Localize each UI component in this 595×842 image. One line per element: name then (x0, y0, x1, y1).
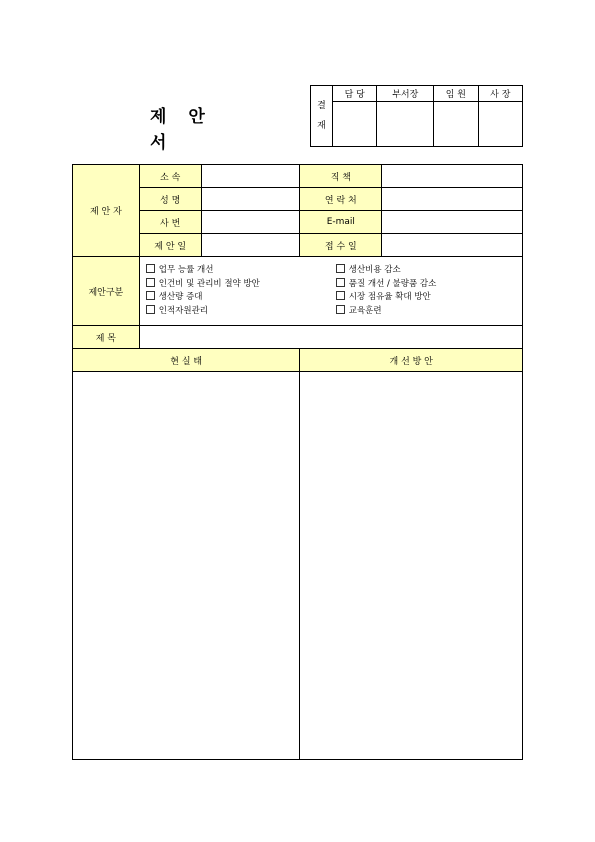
affiliation-field[interactable] (201, 165, 300, 188)
checkbox-icon[interactable] (336, 305, 345, 314)
improvement-header: 개 선 방 안 (300, 349, 523, 372)
page-title: 제 안 서 (150, 107, 213, 153)
employee-id-label: 사 번 (139, 211, 201, 234)
received-date-field[interactable] (382, 234, 523, 257)
current-state-area[interactable] (73, 372, 300, 760)
checkbox-icon[interactable] (336, 264, 345, 273)
email-label: E-mail (300, 211, 382, 234)
checkbox-icon[interactable] (146, 278, 155, 287)
approval-col-president: 사 장 (478, 86, 522, 102)
approval-col-manager: 담 당 (333, 86, 377, 102)
proposal-form (72, 164, 523, 760)
email-field[interactable] (382, 211, 523, 234)
approval-sign-executive[interactable] (434, 102, 478, 147)
position-field[interactable] (382, 165, 523, 188)
proposal-date-field[interactable] (201, 234, 300, 257)
approval-sign-dept-head[interactable] (377, 102, 434, 147)
contact-label: 연 락 처 (300, 188, 382, 211)
checkbox-icon[interactable] (146, 264, 155, 273)
checkbox-icon[interactable] (146, 305, 155, 314)
category-option[interactable]: 교육훈련 (336, 305, 516, 319)
approval-sign-manager[interactable] (333, 102, 377, 147)
approval-label: 결 재 (311, 86, 333, 147)
approval-col-dept-head: 부서장 (377, 86, 434, 102)
checkbox-icon[interactable] (146, 291, 155, 300)
approval-table (310, 85, 523, 147)
approval-col-executive: 임 원 (434, 86, 478, 102)
received-date-label: 접 수 일 (300, 234, 382, 257)
category-option[interactable]: 업무 능률 개선 (146, 264, 336, 278)
checkbox-icon[interactable] (336, 278, 345, 287)
name-field[interactable] (201, 188, 300, 211)
subject-label: 제 목 (73, 326, 140, 349)
category-options (139, 257, 522, 326)
name-label: 성 명 (139, 188, 201, 211)
contact-field[interactable] (382, 188, 523, 211)
proposer-section-label: 제 안 자 (73, 165, 140, 257)
current-state-header: 현 실 태 (73, 349, 300, 372)
category-section-label: 제안구분 (73, 257, 140, 326)
approval-sign-president[interactable] (478, 102, 522, 147)
category-option[interactable]: 시장 점유율 확대 방안 (336, 291, 516, 305)
category-option[interactable]: 인적자원관리 (146, 305, 336, 319)
category-option[interactable]: 생산량 증대 (146, 291, 336, 305)
category-option[interactable]: 생산비용 감소 (336, 264, 516, 278)
category-option[interactable]: 인건비 및 관리비 절약 방안 (146, 278, 336, 292)
subject-field[interactable] (139, 326, 522, 349)
category-option[interactable]: 품질 개선 / 불량품 감소 (336, 278, 516, 292)
proposal-date-label: 제 안 일 (139, 234, 201, 257)
position-label: 직 책 (300, 165, 382, 188)
employee-id-field[interactable] (201, 211, 300, 234)
affiliation-label: 소 속 (139, 165, 201, 188)
improvement-area[interactable] (300, 372, 523, 760)
checkbox-icon[interactable] (336, 291, 345, 300)
